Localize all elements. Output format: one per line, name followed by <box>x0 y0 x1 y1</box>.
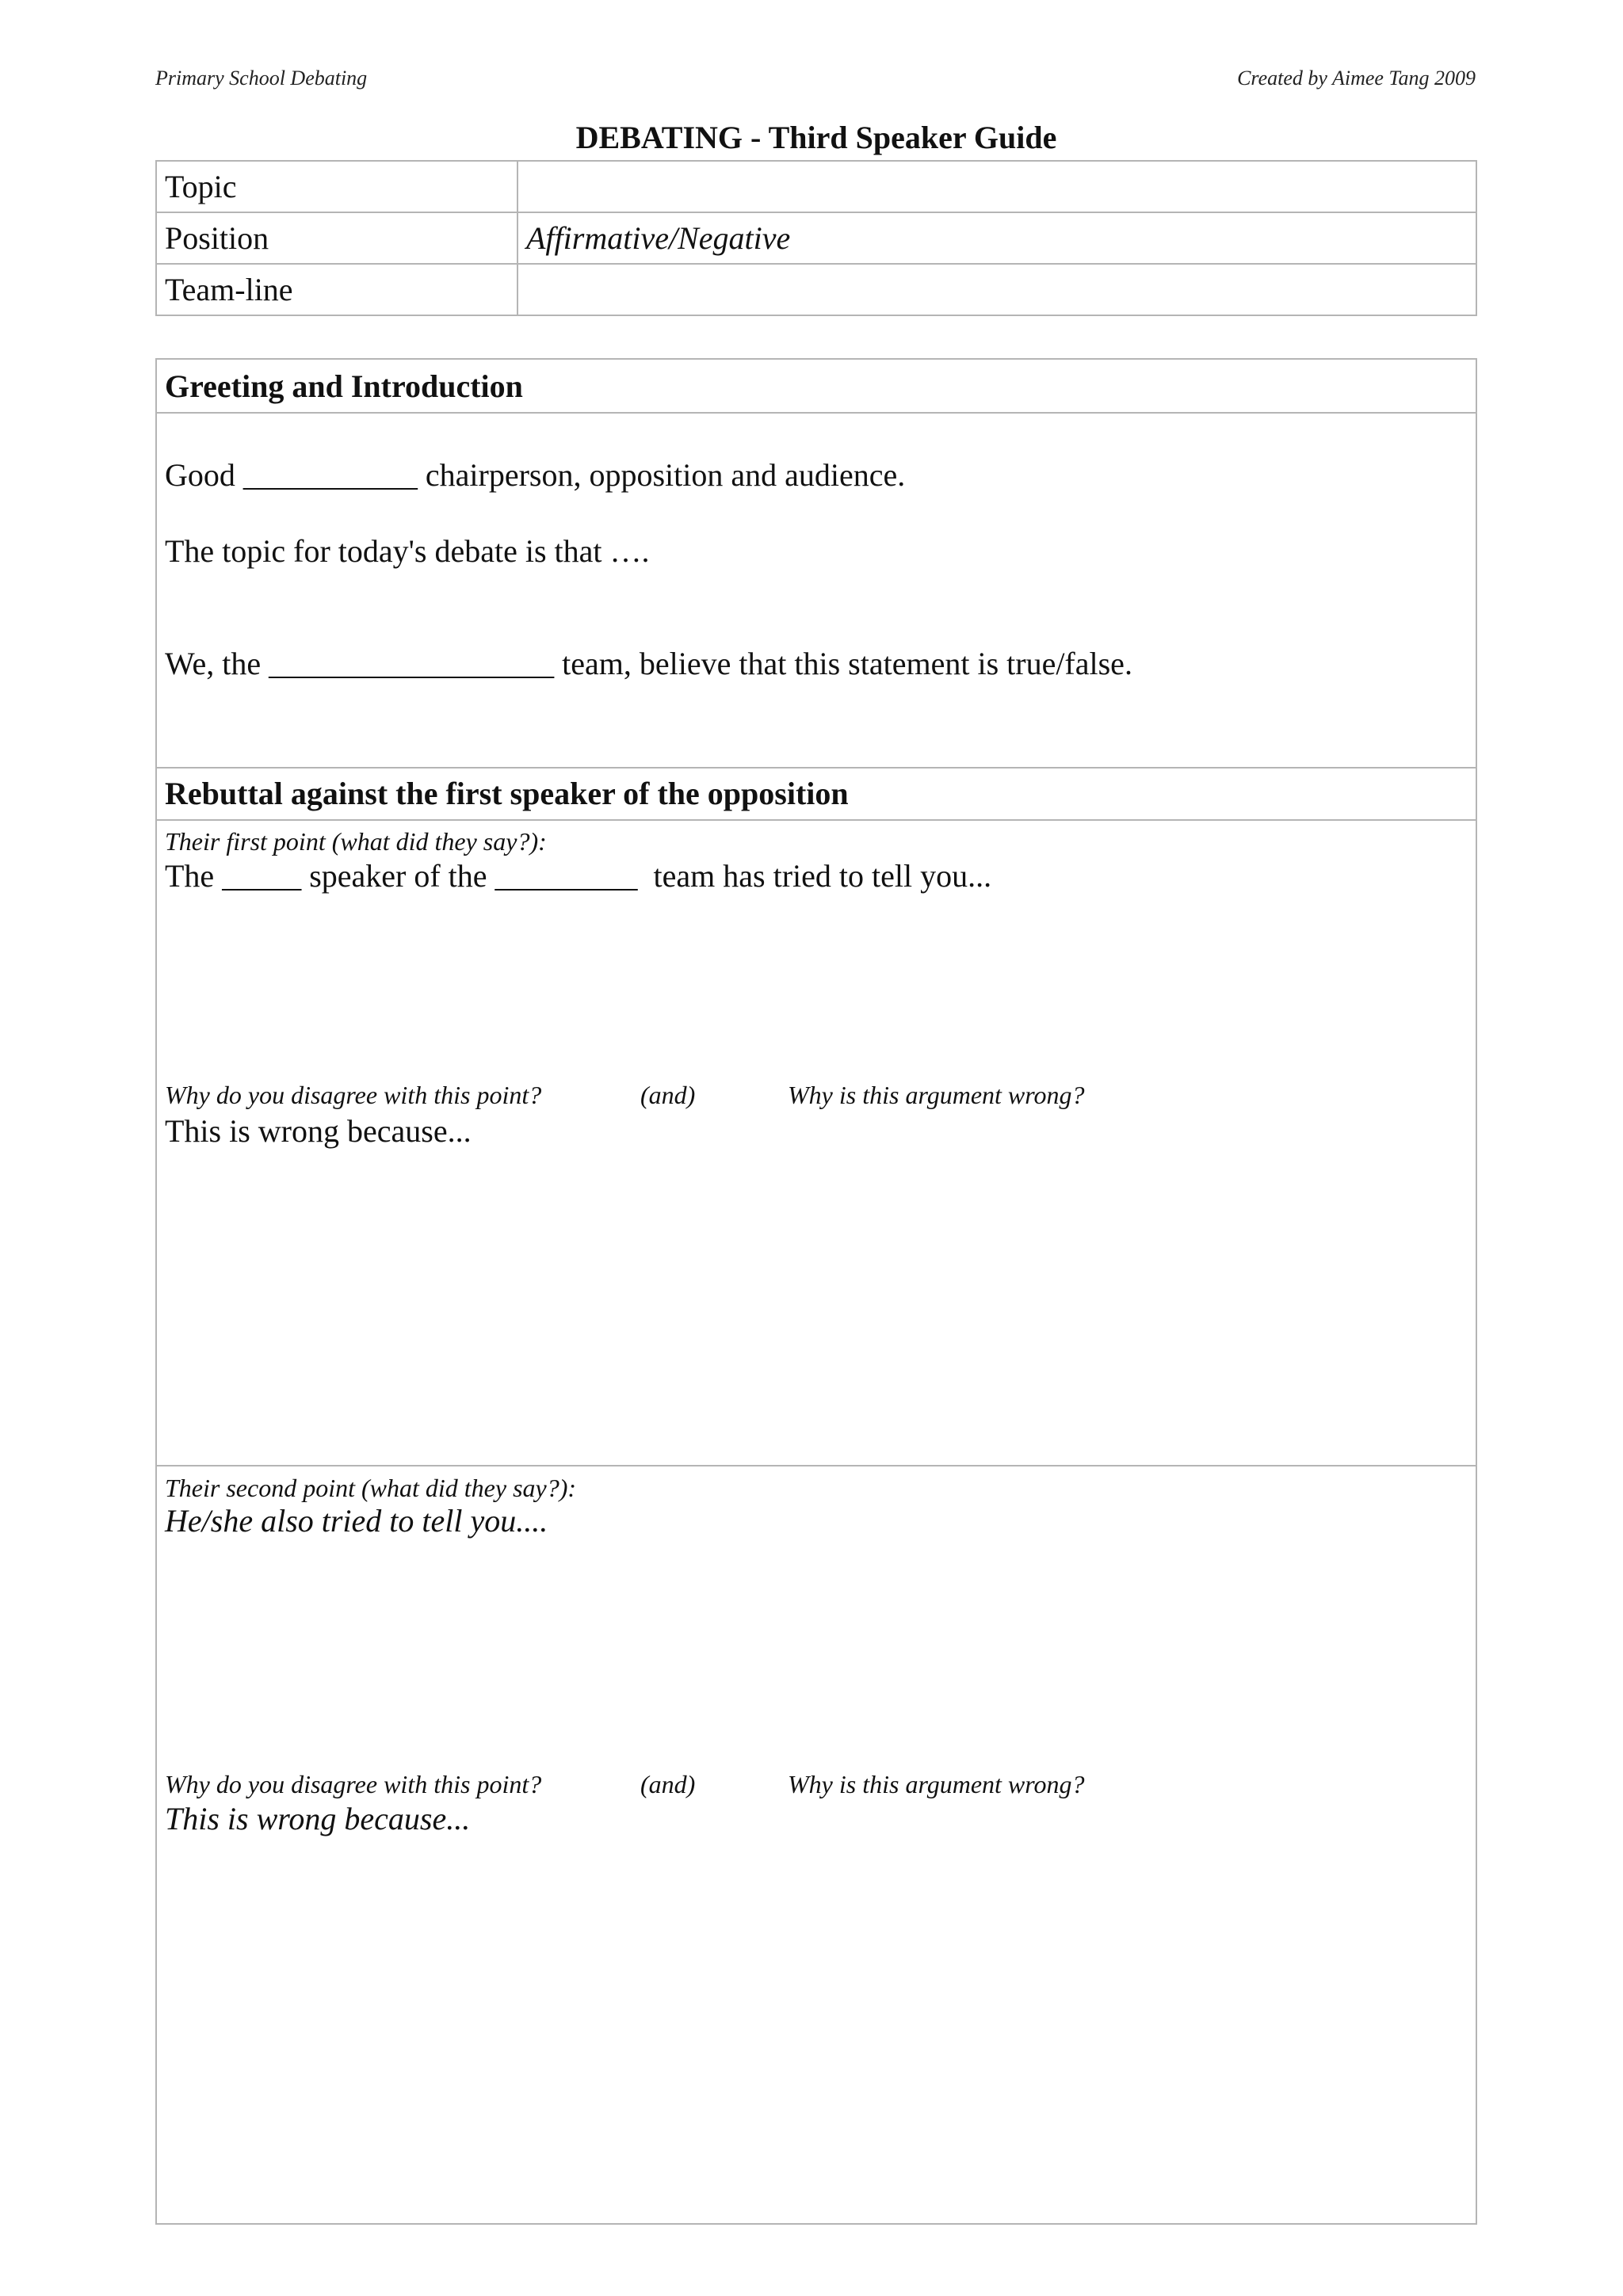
header-right: Created by Aimee Tang 2009 <box>1237 67 1476 90</box>
first-and-label: (and) <box>640 1081 696 1109</box>
speech-outline-box <box>155 358 1477 2225</box>
second-and-label: (and) <box>640 1770 696 1798</box>
table-row <box>156 161 1476 212</box>
greeting-heading: Greeting and Introduction <box>165 368 523 404</box>
position-label: Position <box>156 212 517 264</box>
table-row <box>156 264 1476 315</box>
second-disagree-prompt: Why do you disagree with this point? <box>165 1770 542 1798</box>
team-line-value[interactable] <box>517 264 1476 315</box>
rebuttal-heading: Rebuttal against the first speaker of the opposition <box>165 776 849 811</box>
team-line-label: Team-line <box>156 264 517 315</box>
position-value[interactable]: Affirmative/Negative <box>517 212 1476 264</box>
topic-label: Topic <box>156 161 517 212</box>
divider <box>157 412 1476 414</box>
first-point-prompt: Their first point (what did they say?): <box>165 827 547 856</box>
second-point-prompt: Their second point (what did they say?): <box>165 1474 577 1502</box>
first-disagree-prompt: Why do you disagree with this point? <box>165 1081 542 1109</box>
greeting-line-3: We, the __________________ team, believe that this statement is true/false. <box>165 646 1132 681</box>
second-wrong-prompt: Why is this argument wrong? <box>788 1770 1085 1798</box>
greeting-line-1: Good ___________ chairperson, opposition and audience. <box>165 457 906 493</box>
second-point-starter: He/she also tried to tell you.... <box>165 1503 548 1539</box>
greeting-line-2: The topic for today's debate is that …. <box>165 533 650 569</box>
first-point-starter: The _____ speaker of the _________ team has tried to tell you... <box>165 858 992 894</box>
second-response-starter: This is wrong because... <box>165 1801 471 1836</box>
divider <box>157 819 1476 821</box>
table-row <box>156 212 1476 264</box>
divider <box>157 767 1476 769</box>
first-response-starter: This is wrong because... <box>165 1113 472 1149</box>
first-wrong-prompt: Why is this argument wrong? <box>788 1081 1085 1109</box>
page-title: DEBATING - Third Speaker Guide <box>575 120 1057 155</box>
topic-value[interactable] <box>517 161 1476 212</box>
header-left: Primary School Debating <box>155 67 368 90</box>
divider <box>157 1465 1476 1466</box>
info-table <box>155 160 1477 316</box>
